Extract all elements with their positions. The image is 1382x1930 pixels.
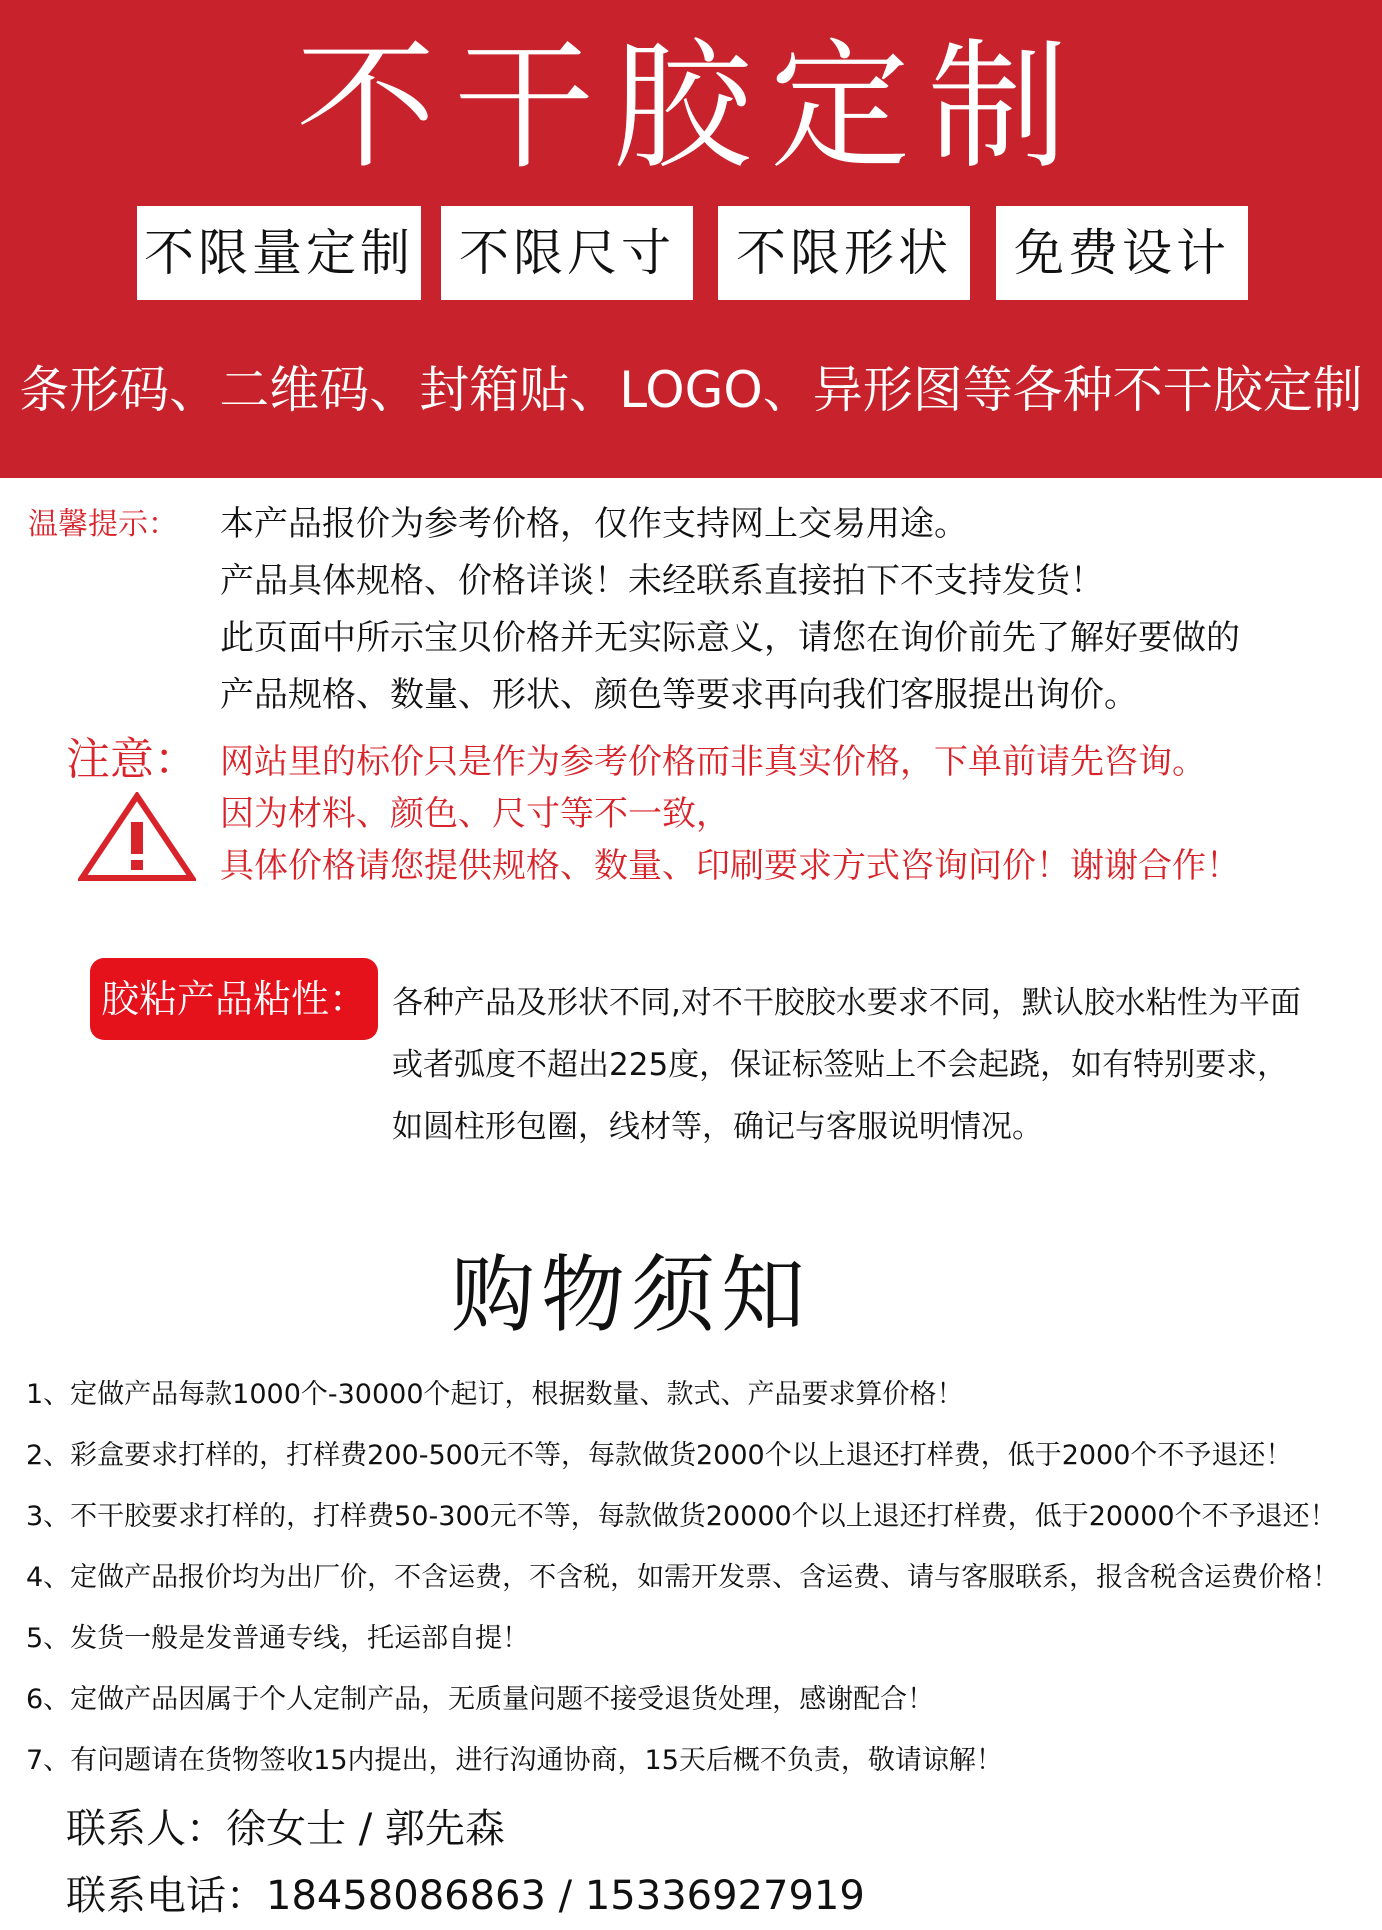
rule-item: 6、定做产品因属于个人定制产品，无质量问题不接受退货处理，感谢配合！ — [26, 1684, 935, 1715]
rule-item: 4、定做产品报价均为出厂价，不含运费，不含税，如需开发票、含运费、请与客服联系，报含税含运费价格！ — [26, 1562, 1340, 1593]
adhesive-line: 如圆柱形包圈，线材等，确记与客服说明情况。 — [392, 1109, 1043, 1145]
warning-triangle-icon — [78, 792, 196, 882]
page-title: 不干胶定制 — [295, 26, 1086, 189]
notice-line: 具体价格请您提供规格、数量、印刷要求方式咨询问价！谢谢合作！ — [220, 846, 1240, 886]
adhesive-badge: 胶粘产品粘性： — [90, 958, 378, 1040]
rule-item: 3、不干胶要求打样的，打样费50-300元不等，每款做货20000个以上退还打样费，低于20000个不予退还！ — [26, 1501, 1337, 1532]
warm-tip-line: 产品具体规格、价格详谈！未经联系直接拍下不支持发货！ — [220, 561, 1104, 601]
hero-banner — [0, 0, 1382, 478]
notice-line: 因为材料、颜色、尺寸等不一致， — [220, 794, 730, 834]
tag-unlimited-quantity: 不限量定制 — [137, 206, 421, 300]
notice-text — [220, 736, 1240, 892]
warm-tip-line: 产品规格、数量、形状、颜色等要求再向我们客服提出询价。 — [220, 675, 1138, 715]
hero-subtitle: 条形码、二维码、封箱贴、LOGO、异形图等各种不干胶定制 — [19, 361, 1363, 419]
contact-phone: 联系电话：18458086863 / 15336927919 — [66, 1873, 865, 1919]
warm-tip-line: 本产品报价为参考价格，仅作支持网上交易用途。 — [220, 504, 968, 544]
tag-unlimited-size: 不限尺寸 — [441, 206, 693, 300]
adhesive-text — [392, 972, 1301, 1158]
notice-line: 网站里的标价只是作为参考价格而非真实价格，下单前请先咨询。 — [220, 742, 1206, 782]
tag-unlimited-shape: 不限形状 — [718, 206, 970, 300]
warm-tip-line: 此页面中所示宝贝价格并无实际意义，请您在询价前先了解好要做的 — [220, 618, 1240, 658]
shopping-rules-list — [26, 1364, 1339, 1791]
rule-item: 5、发货一般是发普通专线，托运部自提！ — [26, 1623, 530, 1654]
notice-label: 注意： — [66, 734, 198, 785]
contact-person: 联系人：徐女士 / 郭先森 — [66, 1806, 505, 1852]
shopping-title: 购物须知 — [450, 1246, 811, 1344]
adhesive-line: 各种产品及形状不同,对不干胶胶水要求不同，默认胶水粘性为平面 — [392, 985, 1301, 1021]
warm-tip-text — [220, 496, 1240, 724]
rule-item: 7、有问题请在货物签收15内提出，进行沟通协商，15天后概不负责，敬请谅解！ — [26, 1745, 1003, 1776]
contact-block — [66, 1796, 865, 1930]
warm-tip-label: 温馨提示： — [28, 507, 178, 542]
adhesive-line: 或者弧度不超出225度，保证标签贴上不会起跷，如有特别要求， — [392, 1047, 1289, 1083]
tag-free-design: 免费设计 — [996, 206, 1248, 300]
rule-item: 2、彩盒要求打样的，打样费200-500元不等，每款做货2000个以上退还打样费，低于2000个不予退还！ — [26, 1440, 1293, 1471]
rule-item: 1、定做产品每款1000个-30000个起订，根据数量、款式、产品要求算价格！ — [26, 1379, 964, 1410]
